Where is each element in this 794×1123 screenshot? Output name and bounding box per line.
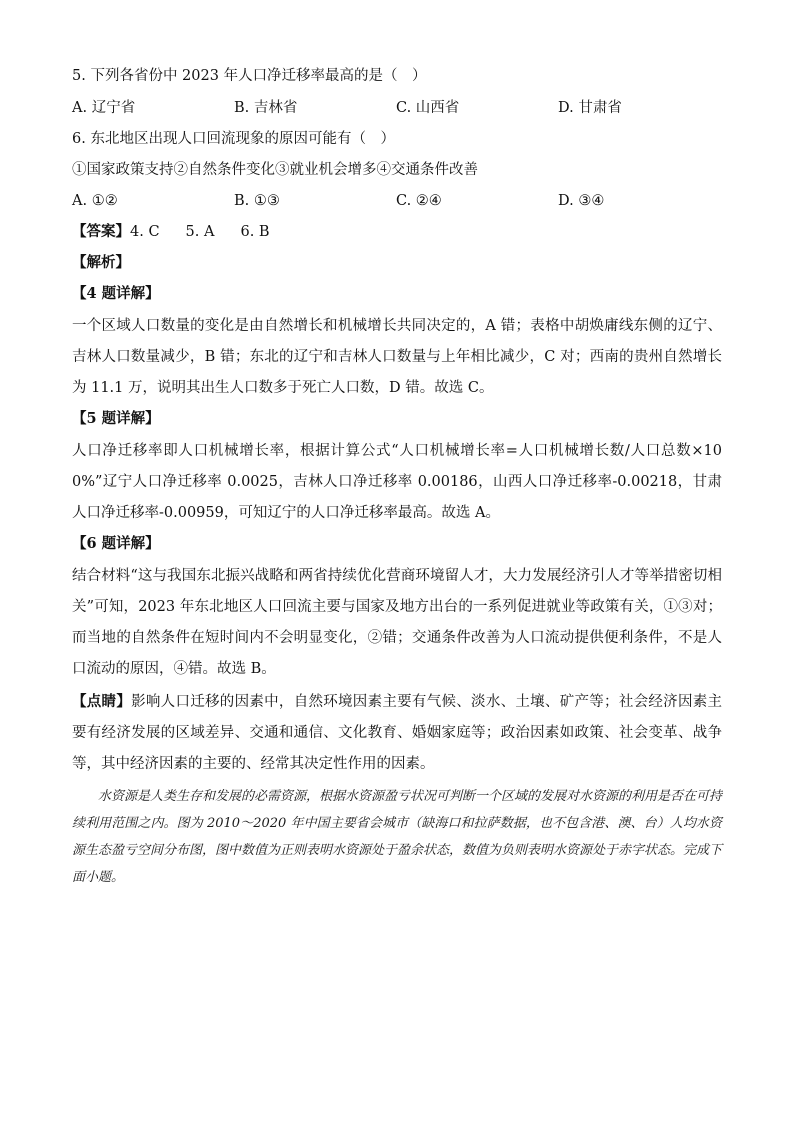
q5-option-c: C. 山西省: [396, 100, 460, 116]
detail-5-title: 【5 题详解】: [72, 410, 160, 427]
answer-6: 6. B: [240, 224, 270, 240]
q6-options: [72, 191, 722, 211]
detail-6-text: 结合材料“这与我国东北振兴战略和两省持续优化营商环境留人才，大力发展经济引人才等举措密切相关”可知，2023 年东北地区人口回流主要与国家及地方出台的一系列促进就业等政策有关，①③对；而当地的自然条件在短时间内不会明显变化，②错；交通条件改善为人口流动提供便利条件，不是人口流动的原因，④错。故选 B。: [72, 568, 722, 677]
answer-4: 4. C: [130, 224, 160, 240]
answer-5: 5. A: [185, 224, 215, 240]
q6-option-a: A. ①②: [72, 193, 118, 209]
q6-option-d: D. ③④: [558, 193, 605, 209]
detail-4-text: 一个区域人口数量的变化是由自然增长和机械增长共同决定的，A 错；表格中胡焕庸线东侧的辽宁、吉林人口数量减少，B 错；东北的辽宁和吉林人口数量与上年相比减少，C 对；西南的贵州自然增长为 11.1 万，说明其出生人口数多于死亡人口数，D 错。故选 C。: [72, 318, 722, 396]
q5-option-b: B. 吉林省: [234, 100, 298, 116]
q6-stem: 6. 东北地区出现人口回流现象的原因可能有（ ）: [72, 131, 395, 147]
answer-line: [72, 222, 270, 242]
q5-options: [72, 98, 722, 118]
tip-tag: 【点睛】: [72, 693, 132, 710]
q6-choices-line: ①国家政策支持②自然条件变化③就业机会增多④交通条件改善: [72, 162, 478, 178]
tip-text: 影响人口迁移的因素中，自然环境因素主要有气候、淡水、土壤、矿产等；社会经济因素主要有经济发展的区域差异、交通和通信、文化教育、婚姻家庭等；政治因素如政策、社会变革、战争等，其中经济因素的主要的、经常其决定性作用的因素。: [72, 694, 723, 772]
q5-stem: 5. 下列各省份中 2023 年人口净迁移率最高的是（ ）: [72, 68, 427, 84]
q6-option-c: C. ②④: [396, 193, 442, 209]
tip-paragraph: [72, 686, 722, 780]
detail-4-title: 【4 题详解】: [72, 285, 160, 302]
detail-6-title: 【6 题详解】: [72, 535, 160, 552]
detail-5-text: 人口净迁移率即人口机械增长率，根据计算公式“人口机械增长率=人口机械增长数/人口总数×100%”辽宁人口净迁移率 0.0025，吉林人口净迁移率 0.00186，山西人口净迁移率-0.00218，甘肃人口净迁移率-0.00959，可知辽宁的人口净迁移率最高。故选 A。: [72, 443, 722, 521]
q5-option-d: D. 甘肃省: [558, 100, 622, 116]
analysis-tag: 【解析】: [72, 254, 130, 271]
answer-tag: 【答案】: [72, 223, 130, 240]
q5-option-a: A. 辽宁省: [72, 100, 136, 116]
material-paragraph: 水资源是人类生存和发展的必需资源，根据水资源盈亏状况可判断一个区域的发展对水资源的利用是否在可持续利用范围之内。图为 2010～2020 年中国主要省会城市（缺海口和拉萨数据，也不包含港、澳、台）人均水资源生态盈亏空间分布图，图中数值为正则表明水资源处于盈余状态，数值为负则表明水资源处于赤字状态。完成下面小题。: [72, 789, 723, 885]
q6-option-b: B. ①③: [234, 193, 280, 209]
